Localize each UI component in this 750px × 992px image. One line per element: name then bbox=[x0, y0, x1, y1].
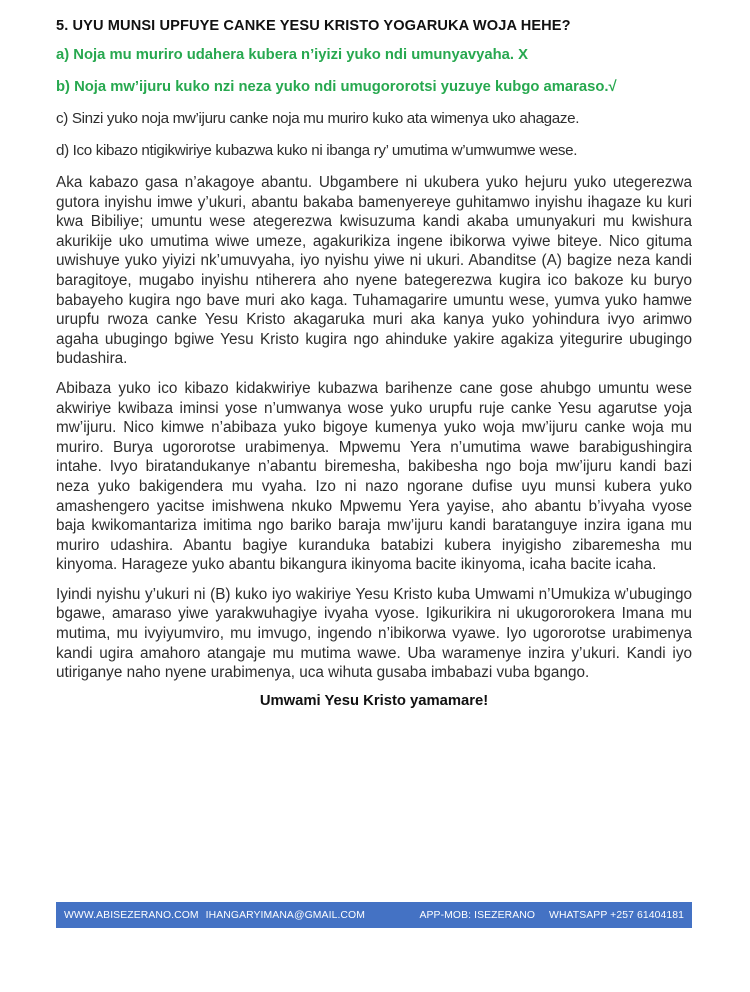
document-page bbox=[56, 18, 692, 709]
option-b: b) Noja mw’ijuru kuko nzi neza yuko ndi umugororotsi yuzuye kubgo amaraso.√ bbox=[56, 79, 617, 95]
footer-website-link[interactable]: WWW.ABISEZERANO.COM bbox=[64, 909, 199, 921]
option-d: d) Ico kibazo ntigikwiriye kubazwa kuko ni ibanga ry’ umutima w’umwumwe wese. bbox=[56, 142, 578, 159]
closing-line: Umwami Yesu Kristo yamamare! bbox=[259, 692, 489, 709]
option-a: a) Noja mu muriro udahera kubera n’iyizi yuko ndi umunyavyaha. X bbox=[56, 47, 528, 63]
body-paragraph-2: Abibaza yuko ico kibazo kidakwiriye kubazwa barihenze cane gose ahubgo umuntu wese akwiriye kwibaza iminsi yose n’umwanya wose yuko urupfu ruje canke Yesu agarutse yoja mw’ijuru. Nico kimwe n’abibaza yuko bigoye kumenya yuko woja mw’ijuru canke woja mu muriro. Burya ugororotse urabimenya. Mpwemu Yera n’umutima wawe barabigushingira intahe. Ivyo biratandukanye n’abantu biremesha, bakibesha ngo boja mw’ijuru kandi bazi neza yuko bakigendera mu vyaha. Izo ni nazo ngorane dufise uyu munsi kubera yuko amashengero yacitse imishwena nkuko Mpwemu Yera yayise, aho abantu b’ivyaha vyose baja kwikomantariza imitima ngo bariko baraja mw’ijuru kandi baratanguye inzira igana mu muriro udashira. Abantu bagiye kuranduka batabizi kubera inyigisho zibaremesha mu kinyoma. Harageze yuko abantu bikangura ikinyoma bacite ikinyoma, icaha bacite icaha. bbox=[56, 379, 692, 574]
footer-whatsapp: WHATSAPP +257 61404181 bbox=[549, 909, 684, 921]
footer-app: APP-MOB: ISEZERANO bbox=[419, 909, 536, 921]
footer-email-link[interactable]: IHANGARYIMANA@GMAIL.COM bbox=[205, 909, 365, 921]
option-c: c) Sinzi yuko noja mw’ijuru canke noja mu muriro kuko ata wimenya uko ahagaze. bbox=[56, 110, 580, 127]
question-heading: 5. UYU MUNSI UPFUYE CANKE YESU KRISTO YOGARUKA WOJA HEHE? bbox=[56, 18, 571, 34]
body-paragraph-1: Aka kabazo gasa n’akagoye abantu. Ubgambere ni ukubera yuko hejuru yuko utegerezwa gutora inyishu imwe y’ukuri, abantu bakaba bamenyereye guhitamwo inyishu ihagaze ku kuri kwa Bibiliye; umuntu wese ategerezwa kwisuzuma kandi akaba umunyakuri mu kwishura akurikije uko umutima wiwe umeze, agakurikiza ingene ibikorwa vyiwe biteye. Nico gituma uwishuye yuko yiyizi nk’umuvyaha, iyo nyishu yiwe ni ukuri. Abanditse (A) bagize neza kandi baragitoye, mugabo inyishu ntiherera aho nyene bategerezwa kugira ico bakoze ku buryo babayeho kugira ngo bave muri ako kaga. Tuhamagarire umuntu wese, yumva yuko hamwe urupfu rwoza canke Yesu Kristo akagaruka muri aka kanya yuko yohindura ivyo arimwo agaha ubugingo bgiwe Yesu Kristo kugira ngo ahinduke yakire agakiza yitegurire ubugingo budashira. bbox=[56, 174, 692, 368]
footer-contact-banner bbox=[56, 902, 692, 928]
body-paragraph-3: Iyindi nyishu y’ukuri ni (B) kuko iyo wakiriye Yesu Kristo kuba Umwami n’Umukiza w’ubugingo bgawe, amaraso yiwe yarakwuhagiye ivyaha vyose. Igikurikira ni ukugororokera Imana mu mutima, mu ivyiyumviro, mu imvugo, ingendo n’ibikorwa vyawe. Iyo ugororotse urabimenya kandi ugira amahoro atangaje mu mutima wawe. Uba waramenye inzira y’ukuri. Kandi iyo utiriganye naho nyene urabimenya, uca wihuta gusaba imbabazi vuba bgango. bbox=[56, 585, 692, 682]
